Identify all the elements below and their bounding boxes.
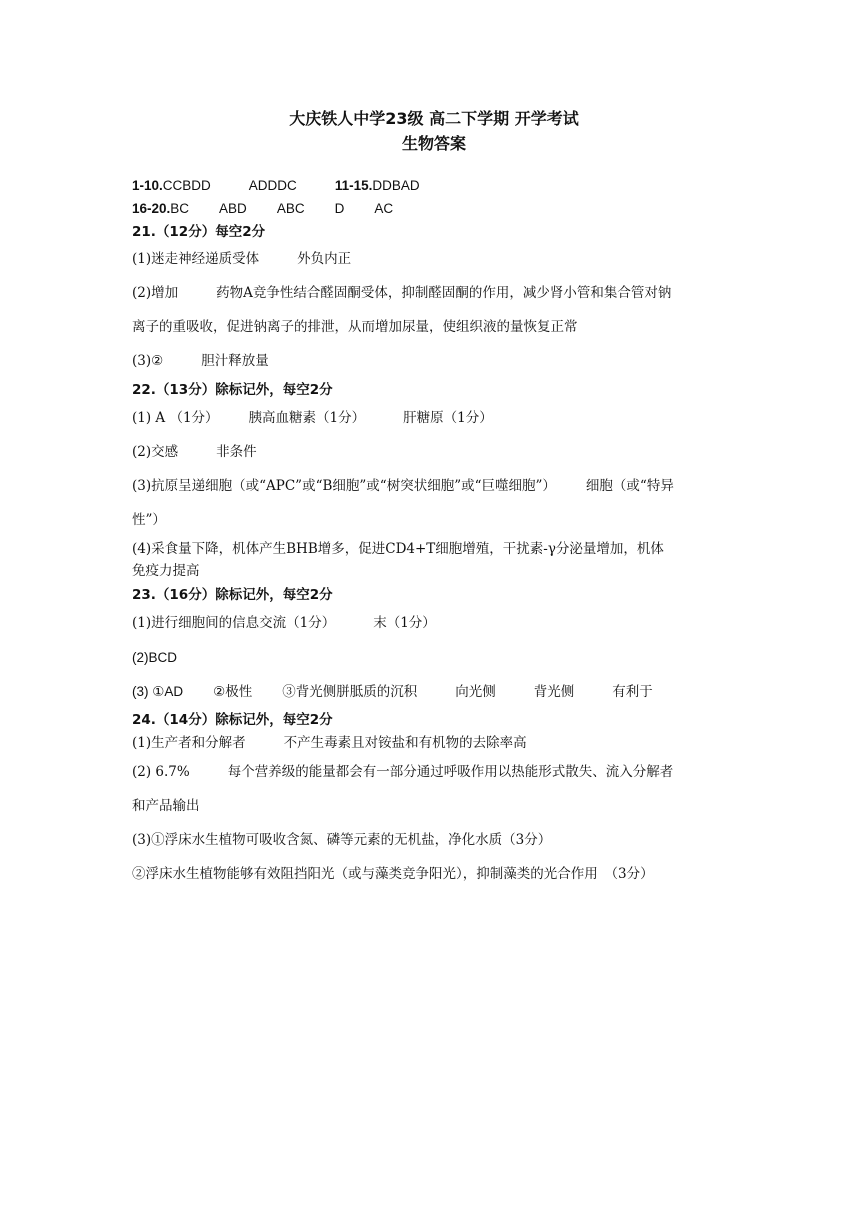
answer-text: 向光侧 <box>455 684 496 700</box>
answer-text: (3)② <box>132 353 164 369</box>
q22-line-2 <box>132 443 257 461</box>
answer-text: 细胞（或“特异 <box>585 478 674 494</box>
q22-line-1 <box>132 409 493 427</box>
answer-text: ②极性 <box>213 684 253 700</box>
answer-text: (2)交感 <box>132 444 179 460</box>
answer-text: ③背光侧胼胝质的沉积 <box>282 684 418 700</box>
q24-line-5: ②浮床水生植物能够有效阻挡阳光（或与藻类竞争阳光），抑制藻类的光合作用 （3分） <box>132 866 654 882</box>
q21-line-2 <box>132 284 671 302</box>
document-title: 大庆铁人中学23级 高二下学期 开学考试 <box>289 109 579 128</box>
choice-answers: DDBAD <box>372 178 420 193</box>
answer-text: 有利于 <box>612 684 653 700</box>
q22-line-6: 免疫力提高 <box>132 563 200 579</box>
q24-line-4: (3)①浮床水生植物可吸收含氮、磷等元素的无机盐，净化水质（3分） <box>132 832 552 848</box>
choice-answers-row-1 <box>132 177 420 195</box>
answer-text: 每个营养级的能量都会有一部分通过呼吸作用以热能形式散失、流入分解者 <box>227 764 674 780</box>
answer-text: (3) ①AD <box>132 684 184 699</box>
answer-text: 外负内正 <box>297 251 352 267</box>
q24-header: 24.（14分）除标记外，每空2分 <box>132 712 333 728</box>
q24-line-3: 和产品输出 <box>132 798 200 814</box>
choice-answers: ADDDC <box>248 178 297 193</box>
choice-range-label: 1-10. <box>132 178 163 193</box>
answer-text: 背光侧 <box>533 684 575 700</box>
q21-header: 21.（12分）每空2分 <box>132 224 266 240</box>
answer-text: (1) A （1分） <box>132 410 219 426</box>
q24-line-1 <box>132 734 527 752</box>
choice-answers: ABC <box>276 201 305 216</box>
q23-header: 23.（16分）除标记外，每空2分 <box>132 587 333 603</box>
q22-line-4: 性”） <box>132 512 166 528</box>
choice-answers: D <box>334 201 345 216</box>
answer-text: (3)抗原呈递细胞（或“APC”或“B细胞”或“树突状细胞”或“巨噬细胞”） <box>132 478 556 494</box>
q23-line-1 <box>132 614 436 632</box>
answer-text: (1)进行细胞间的信息交流（1分） <box>132 615 336 631</box>
q21-line-3: 离子的重吸收，促进钠离子的排泄，从而增加尿量，使组织液的量恢复正常 <box>132 319 578 335</box>
q21-line-1 <box>132 250 351 268</box>
q24-line-2 <box>132 763 673 781</box>
q23-line-2: (2)BCD <box>132 650 178 665</box>
choice-answers: ABD <box>219 201 247 216</box>
answer-text: 肝糖原（1分） <box>403 410 493 426</box>
answer-text: 不产生毒素且对铵盐和有机物的去除率高 <box>283 735 527 751</box>
choice-answers: AC <box>374 201 394 216</box>
choice-range-label: 11-15. <box>334 178 373 193</box>
answer-text: 胆汁释放量 <box>201 353 269 369</box>
answer-text: 药物A竞争性结合醛固酮受体，抑制醛固酮的作用，减少肾小管和集合管对钠 <box>216 285 672 301</box>
q22-header: 22.（13分）除标记外，每空2分 <box>132 382 333 398</box>
document-subtitle: 生物答案 <box>401 134 466 153</box>
answer-text: 末（1分） <box>373 615 436 631</box>
choice-answers-row-2 <box>132 200 393 218</box>
q23-line-3 <box>132 683 653 701</box>
choice-range-label: 16-20. <box>132 201 171 216</box>
answer-text: (1)迷走神经递质受体 <box>132 251 260 267</box>
q22-line-3 <box>132 477 674 495</box>
answer-text: (2)增加 <box>132 285 179 301</box>
answer-text: (2) 6.7% <box>132 764 190 780</box>
choice-answers: CCBDD <box>162 178 211 193</box>
q21-line-4 <box>132 352 269 370</box>
q22-line-5: (4)采食量下降，机体产生BHB增多，促进CD4+T细胞增殖，干扰素-γ分泌量增加，机体 <box>132 541 664 557</box>
choice-answers: BC <box>170 201 190 216</box>
answer-text: 胰高血糖素（1分） <box>248 410 366 426</box>
answer-text: (1)生产者和分解者 <box>132 735 246 751</box>
answer-text: 非条件 <box>216 444 257 460</box>
